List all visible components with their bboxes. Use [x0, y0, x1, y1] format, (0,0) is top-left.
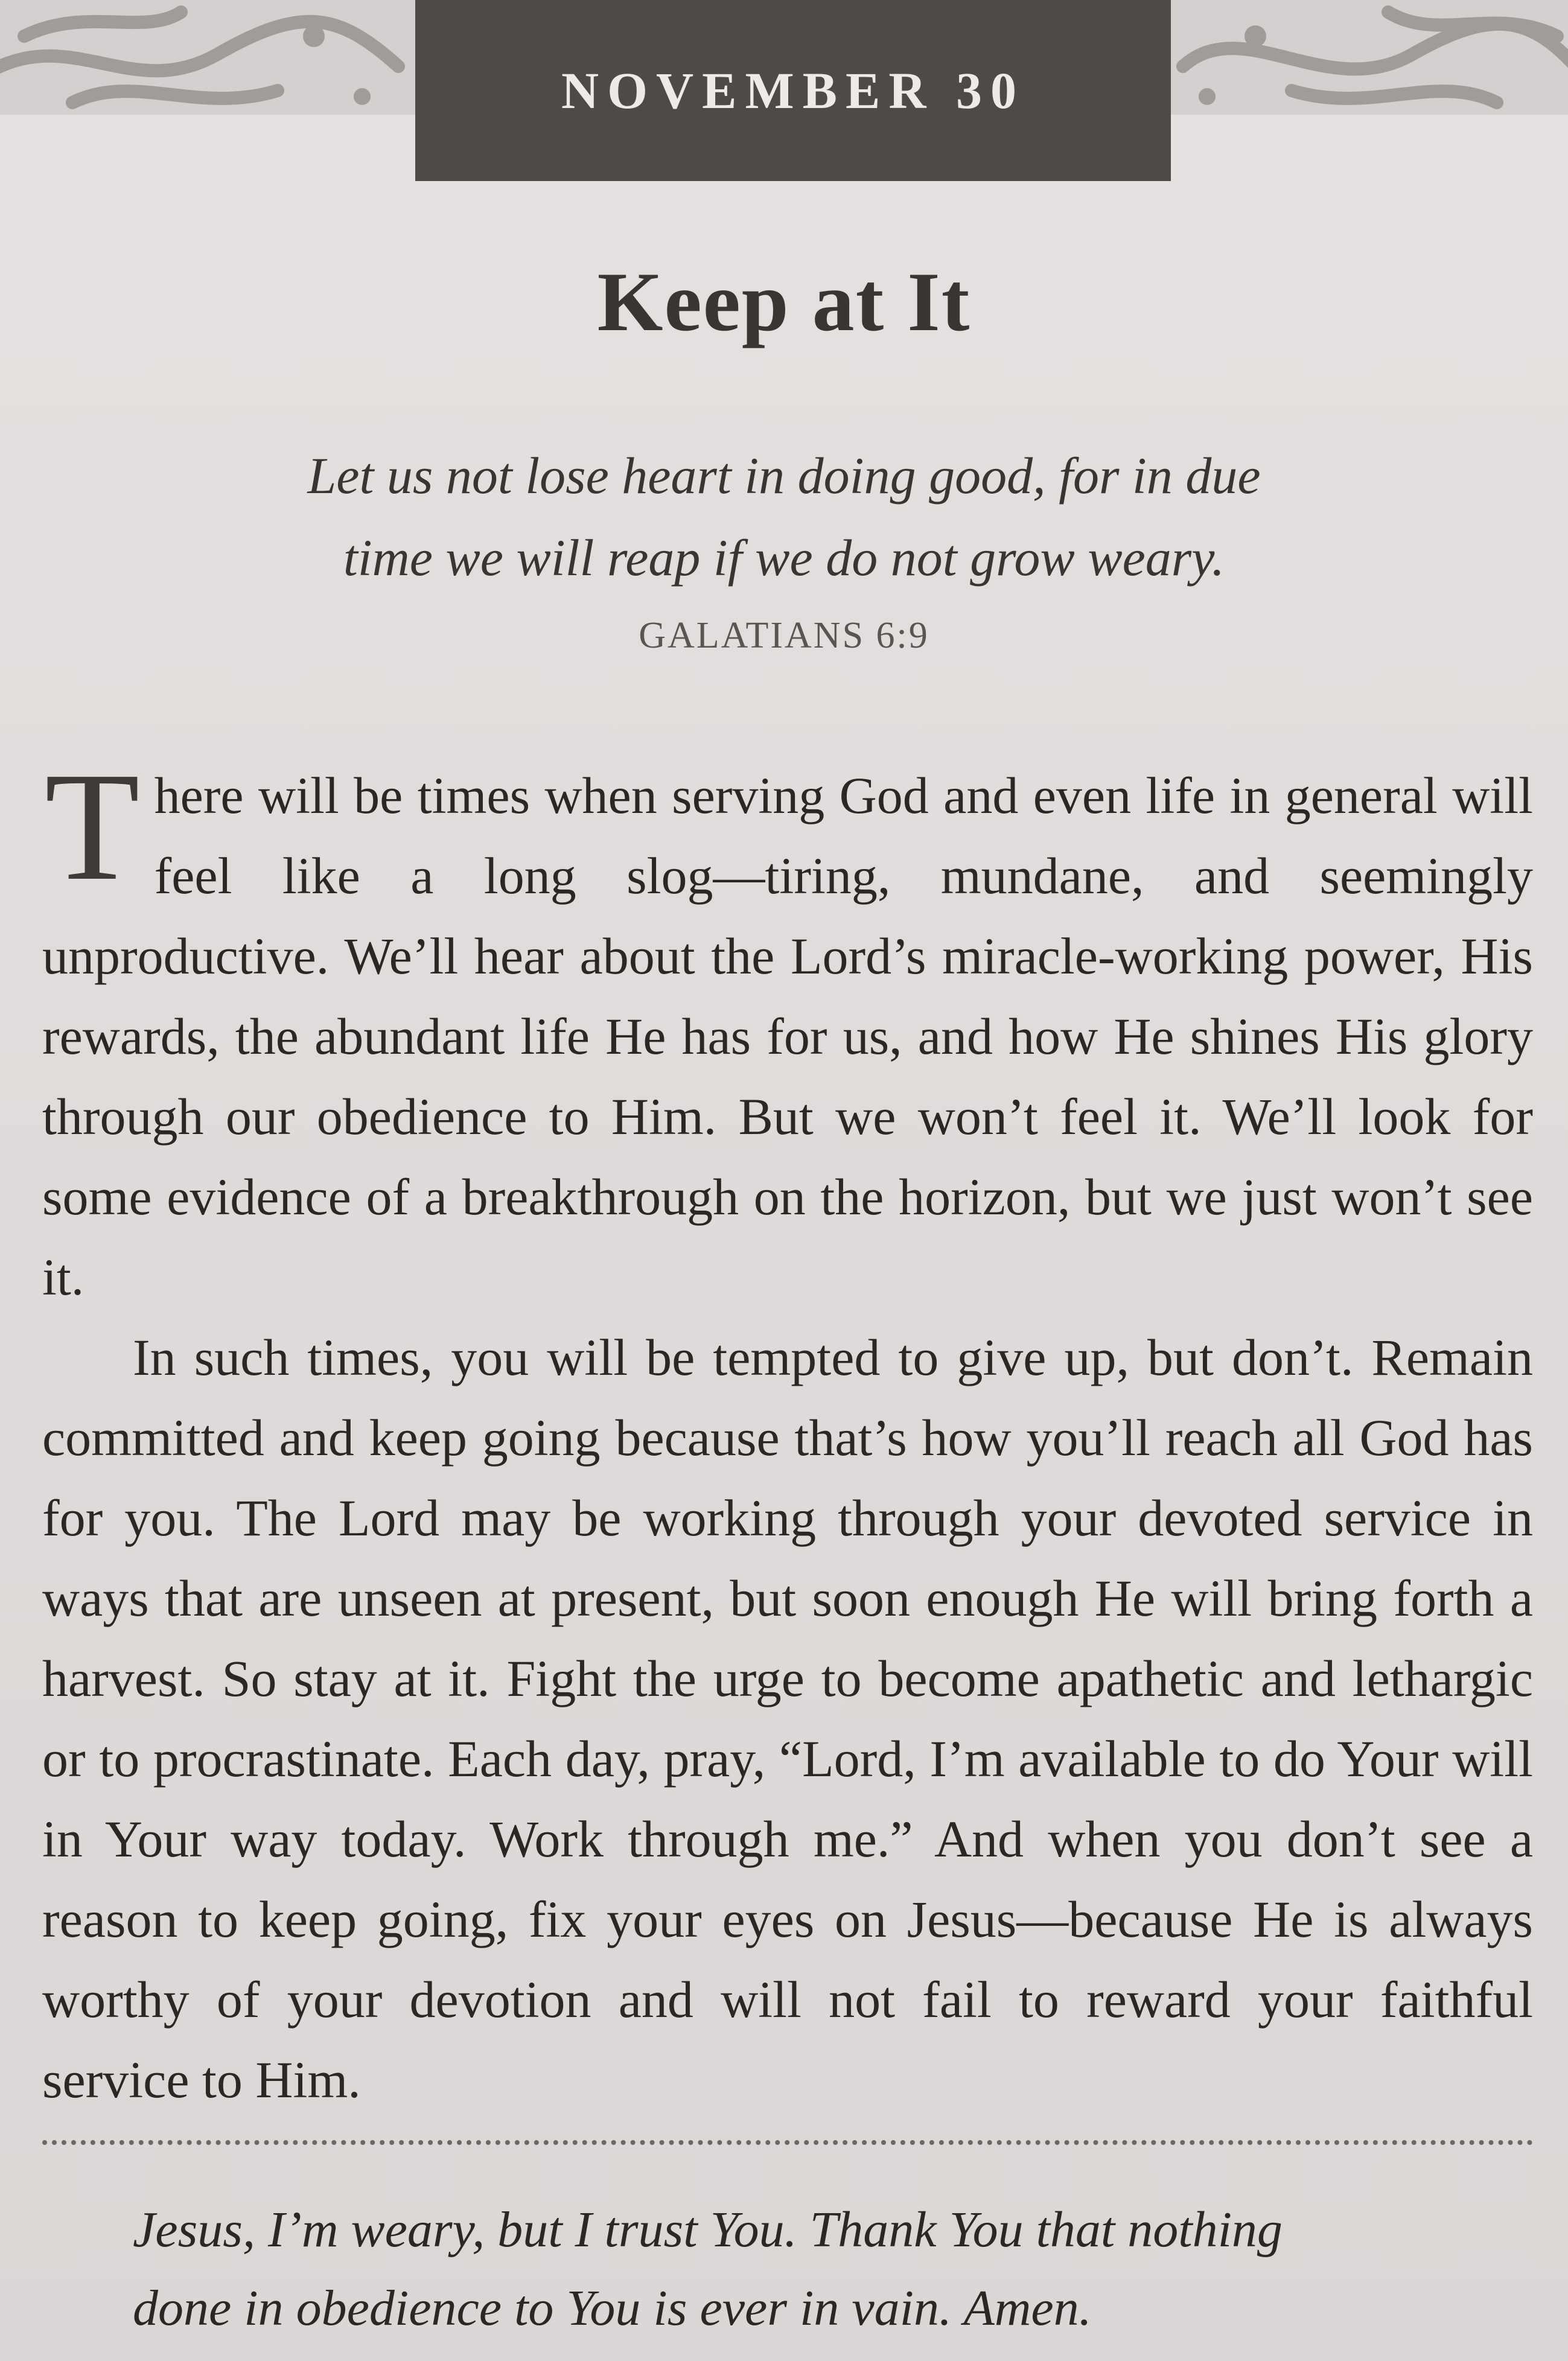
scripture-verse — [181, 435, 1387, 599]
devotional-body — [42, 740, 1533, 2120]
prayer-line-1: Jesus, I’m weary, but I trust You. Thank You that nothing — [133, 2202, 1283, 2258]
dotted-divider — [42, 2140, 1533, 2145]
page-title: Keep at It — [597, 255, 971, 349]
date-banner — [415, 0, 1171, 181]
date-label: NOVEMBER 30 — [561, 62, 1025, 119]
verse-reference: GALATIANS 6:9 — [639, 615, 929, 656]
closing-prayer — [133, 2191, 1461, 2348]
verse-line-2: time we will reap if we do not grow weary. — [343, 529, 1225, 587]
prayer-line-2: done in obedience to You is ever in vain. Amen. — [133, 2280, 1092, 2336]
body-paragraph-1 — [42, 740, 1533, 1318]
verse-line-1: Let us not lose heart in doing good, for in due — [307, 447, 1261, 505]
body-paragraph-2: In such times, you will be tempted to give up, but don’t. Remain committed and keep going because that’s how you’ll reach all God has for you. The Lord may be working through your devoted service in ways that are unseen at present, but soon enough He will bring forth a harvest. So stay at it. Fight the urge to become apathetic and lethargic or to procrastinate. Each day, pray, “Lord, I’m available to do Your will in Your way today. Work through me.” And when you don’t see a reason to keep going, fix your eyes on Jesus—because He is always worthy of your devotion and will not fail to reward your faithful service to Him. — [42, 1328, 1533, 2109]
body-paragraph-1-text: here will be times when serving God and even life in general will feel like a long slog—tiring, mundane, and seemingly unproductive. We’ll hear about the Lord’s miracle-working power, His rewards, the abundant life He has for us, and how He shines His glory through our obedience to Him. But we won’t feel it. We’ll look for some evidence of a breakthrough on the horizon, but we just won’t see it. — [42, 766, 1533, 1306]
drop-cap: T — [45, 740, 140, 913]
